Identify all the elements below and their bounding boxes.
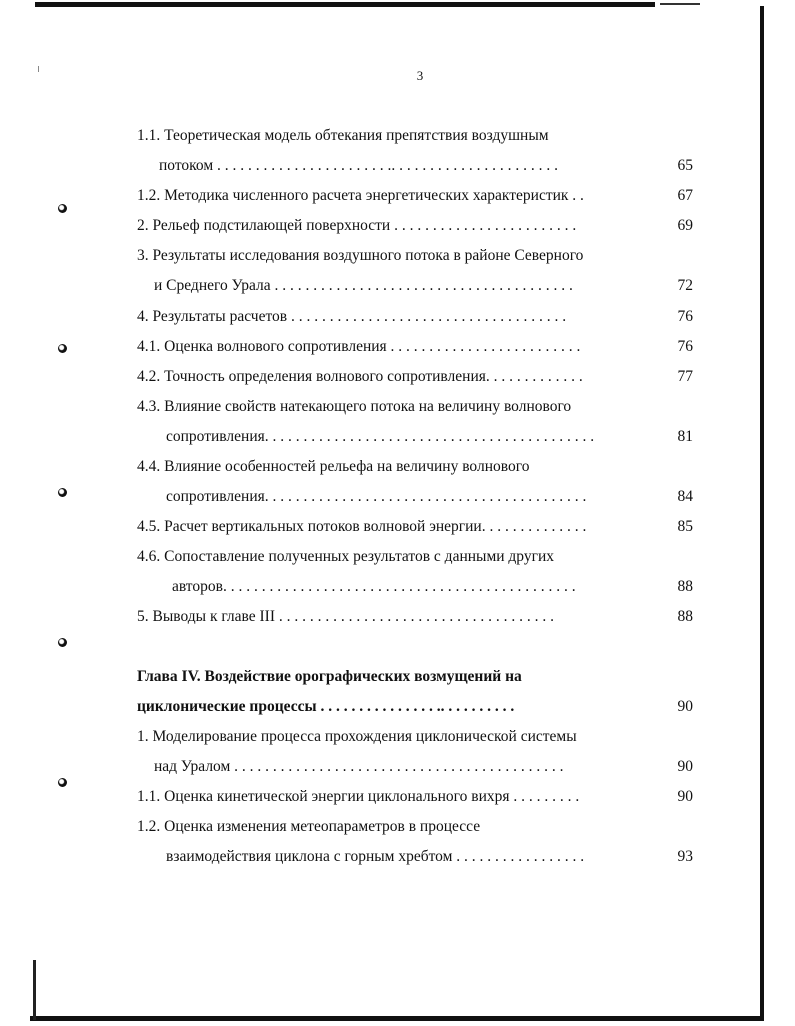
toc-line [137,366,693,388]
toc-entry-text: 4.4. Влияние особенностей рельефа на величину волнового [137,458,530,475]
toc-line [137,786,693,808]
toc-entry-page: 65 [677,157,693,174]
toc-line [137,516,693,538]
toc-entry-page: 81 [677,428,693,445]
toc-line [137,215,693,237]
toc-entry-text: 1.1. Оценка кинетической энергии циклонального вихря . . . . . . . . . [137,788,580,805]
toc-entry-text: 4.2. Точность определения волнового сопротивления. . . . . . . . . . . . . [137,368,583,385]
toc-entry-text: 1.1. Теоретическая модель обтекания препятствия воздушным [137,127,549,144]
toc-entry-text: циклонические процессы . . . . . . . . . . . . . . . .. . . . . . . . . . [137,698,515,715]
scan-border-bottom [30,1016,764,1021]
toc-entry-text: потоком . . . . . . . . . . . . . . . . . . . . . . .. . . . . . . . . . . . . . . . . . . . . . [159,157,559,174]
toc-line [137,546,693,568]
toc-entry-text: 1.2. Методика численного расчета энергетических характеристик . . [137,187,584,204]
toc-entry-text: 3. Результаты исследования воздушного потока в районе Северного [137,247,584,264]
toc-line [137,576,693,598]
scan-border-left [33,960,36,1020]
toc-entry-text: авторов. . . . . . . . . . . . . . . . . . . . . . . . . . . . . . . . . . . . . . . . . . . . . . [172,578,576,595]
toc-line [137,125,693,147]
toc-line [137,696,693,718]
punch-hole-icon [58,344,67,353]
toc-line [137,306,693,328]
toc-line [137,426,693,448]
toc-line [137,756,693,778]
toc-chapter-heading [137,666,693,688]
toc-entry-text: 4. Результаты расчетов . . . . . . . . . . . . . . . . . . . . . . . . . . . . . . . . . . . . [137,308,567,325]
toc-entry-text: над Уралом . . . . . . . . . . . . . . . . . . . . . . . . . . . . . . . . . . . . . . . . . . . [154,758,564,775]
punch-hole-icon [58,638,67,647]
toc-line [137,396,693,418]
toc-entry-page: 90 [677,698,693,715]
punch-hole-icon [58,488,67,497]
toc-line [137,726,693,748]
toc-line [137,606,693,628]
toc-entry-text: 4.1. Оценка волнового сопротивления . . . . . . . . . . . . . . . . . . . . . . . . . [137,338,581,355]
toc-entry-page: 69 [677,217,693,234]
toc-entry-page: 76 [677,308,693,325]
scan-border-top [35,2,655,7]
toc-entry-text: сопротивления. . . . . . . . . . . . . . . . . . . . . . . . . . . . . . . . . . . . . . . . . . . [166,428,595,445]
punch-hole-icon [58,778,67,787]
punch-hole-icon [58,204,67,213]
toc-entry-page: 67 [677,187,693,204]
toc-entry-page: 90 [677,788,693,805]
toc-line [137,456,693,478]
toc-entry-page: 85 [677,518,693,535]
toc-entry-page: 77 [677,368,693,385]
toc-line [137,816,693,838]
toc-line [137,245,693,267]
scan-border-top-right [660,3,700,5]
toc-line [137,486,693,508]
toc-entry-text: 1. Моделирование процесса прохождения циклонической системы [137,728,577,745]
scan-border-right [760,6,764,1016]
toc-entry-page: 72 [677,277,693,294]
toc-entry-text: 4.3. Влияние свойств натекающего потока на величину волнового [137,398,572,415]
toc-entry-page: 88 [677,608,693,625]
toc-entry-text: и Среднего Урала . . . . . . . . . . . . . . . . . . . . . . . . . . . . . . . . . . . . . . . [154,277,573,294]
toc-line [137,275,693,297]
toc-line [137,155,693,177]
toc-entry-text: Глава IV. Воздействие орографических возмущений на [137,668,522,685]
toc-entry-text: взаимодействия циклона с горным хребтом . . . . . . . . . . . . . . . . . [166,848,585,865]
toc-entry-page: 84 [677,488,693,505]
page-number: 3 [416,68,424,83]
toc-entry-text: 4.5. Расчет вертикальных потоков волновой энергии. . . . . . . . . . . . . . [137,518,587,535]
toc-entry-text: 1.2. Оценка изменения метеопараметров в процессе [137,818,481,835]
toc-entry-text: 5. Выводы к главе III . . . . . . . . . . . . . . . . . . . . . . . . . . . . . . . . . . . . [137,608,555,625]
toc-line [137,185,693,207]
toc-entry-page: 90 [677,758,693,775]
toc-entry-text: 2. Рельеф подстилающей поверхности . . . . . . . . . . . . . . . . . . . . . . . . [137,217,577,234]
toc-entry-text: сопротивления. . . . . . . . . . . . . . . . . . . . . . . . . . . . . . . . . . . . . . . . . . [166,488,587,505]
toc-entry-page: 88 [677,578,693,595]
toc-entry-page: 93 [677,848,693,865]
toc-line [137,846,693,868]
toc-entry-text: 4.6. Сопоставление полученных результатов с данными других [137,548,555,565]
toc-entry-page: 76 [677,338,693,355]
toc-line [137,336,693,358]
